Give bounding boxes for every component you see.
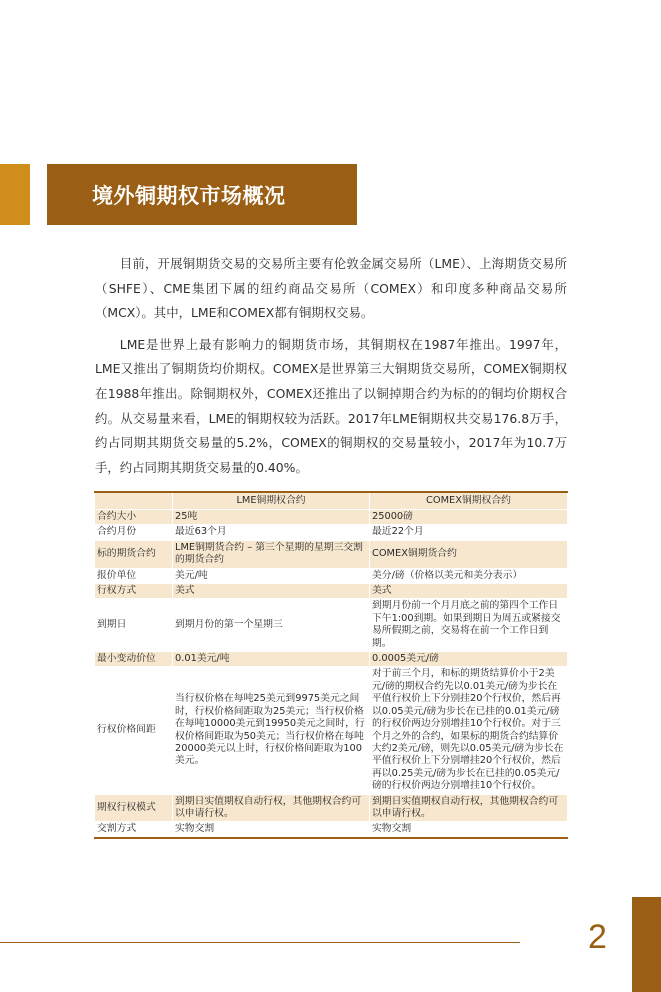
footer-divider: [0, 942, 520, 943]
comex-cell: 到期月份前一个月月底之前的第四个工作日下午1:00到期。如果到期日为周五或紧接交易所假期之前，交易将在前一个工作日到期。: [370, 599, 568, 652]
comex-cell: 美式: [370, 584, 568, 599]
row-label: 合约月份: [95, 525, 173, 540]
section-title-bar: [47, 164, 357, 225]
row-label: 期权行权模式: [95, 794, 173, 822]
lme-cell: 实物交割: [173, 822, 370, 838]
paragraph: LME是世界上最有影响力的铜期货市场，其铜期权在1987年推出。1997年，LME又推出了铜期货均价期权。COMEX是世界第三大铜期货交易所，COMEX铜期权在1988年推出。除铜期权外，COMEX还推出了以铜掉期合约为标的的铜均价期权合约。从交易量来看，LME的铜期权较为活跃。2017年LME铜期权共交易176.8万手，约占同期其期货交易量的5.2%，COMEX的铜期权的交易量较小，2017年为10.7万手，约占同期其期货交易量的0.40%。: [95, 336, 567, 475]
copy-options-comparison-table: [94, 491, 568, 839]
comex-cell: 25000磅: [370, 510, 568, 525]
row-label: 合约大小: [95, 510, 173, 525]
table-row: [95, 510, 568, 525]
table-row: [95, 667, 568, 794]
body-text: [95, 252, 567, 480]
lme-cell: 当行权价格在每吨25美元到9975美元之间时，行权价格间距取为25美元；当行权价格在每吨10000美元到19950美元之间时，行权价格间距取为50美元；当行权价格在每吨20000美元以上时，行权价格间距取为100美元。: [173, 667, 370, 794]
row-label: 标的期货合约: [95, 540, 173, 568]
row-label: 到期日: [95, 599, 173, 652]
table-header-cell: COMEX铜期权合约: [370, 492, 568, 510]
paragraph: 目前，开展铜期货交易的交易所主要有伦敦金属交易所（LME）、上海期货交易所（SHFE）、CME集团下属的纽约商品交易所（COMEX）和印度多种商品交易所（MCX）。其中，LME和COMEX都有铜期权交易。: [95, 256, 567, 321]
table-row: [95, 540, 568, 568]
row-label: 行权价格间距: [95, 667, 173, 794]
table-row: [95, 525, 568, 540]
comex-cell: 0.0005美元/磅: [370, 652, 568, 667]
row-label: 报价单位: [95, 568, 173, 583]
table-header-cell: LME铜期权合约: [173, 492, 370, 510]
lme-cell: 25吨: [173, 510, 370, 525]
table-row: [95, 794, 568, 822]
table-header-cell: [95, 492, 173, 510]
section-title: 境外铜期权市场概况: [92, 183, 286, 208]
comex-cell: 美分/磅（价格以美元和美分表示）: [370, 568, 568, 583]
lme-cell: 最近63个月: [173, 525, 370, 540]
left-accent-tab: [0, 164, 30, 225]
lme-cell: 到期月份的第一个星期三: [173, 599, 370, 652]
table-row: [95, 599, 568, 652]
row-label: 最小变动价位: [95, 652, 173, 667]
row-label: 交割方式: [95, 822, 173, 838]
comex-cell: 到期日实值期权自动行权，其他期权合约可以申请行权。: [370, 794, 568, 822]
table-row: [95, 568, 568, 583]
table-row: [95, 652, 568, 667]
right-accent-tab: [632, 897, 661, 992]
comex-cell: COMEX铜期货合约: [370, 540, 568, 568]
table-row: [95, 822, 568, 838]
row-label: 行权方式: [95, 584, 173, 599]
lme-cell: 美式: [173, 584, 370, 599]
table-row: [95, 584, 568, 599]
table-header-row: [95, 492, 568, 510]
comex-cell: 实物交割: [370, 822, 568, 838]
comex-cell: 最近22个月: [370, 525, 568, 540]
lme-cell: LME铜期货合约 – 第三个星期的星期三交割的期货合约: [173, 540, 370, 568]
lme-cell: 0.01美元/吨: [173, 652, 370, 667]
page-number: 2: [588, 918, 607, 956]
comex-cell: 对于前三个月，和标的期货结算价小于2美元/磅的期权合约先以0.01美元/磅为步长在平值行权价上下分别挂20个行权价，然后再以0.05美元/磅为步长在已挂的0.01美元/磅的行权价两边分别增挂10个行权价。对于三个月之外的合约，如果标的期货合约结算价大约2美元/磅，则先以0.05美元/磅为步长在平值行权价上下分别增挂20个行权价，然后再以0.25美元/磅为步长在已挂的0.05美元/磅的行权价两边分别增挂10个行权价。: [370, 667, 568, 794]
lme-cell: 到期日实值期权自动行权，其他期权合约可以申请行权。: [173, 794, 370, 822]
lme-cell: 美元/吨: [173, 568, 370, 583]
